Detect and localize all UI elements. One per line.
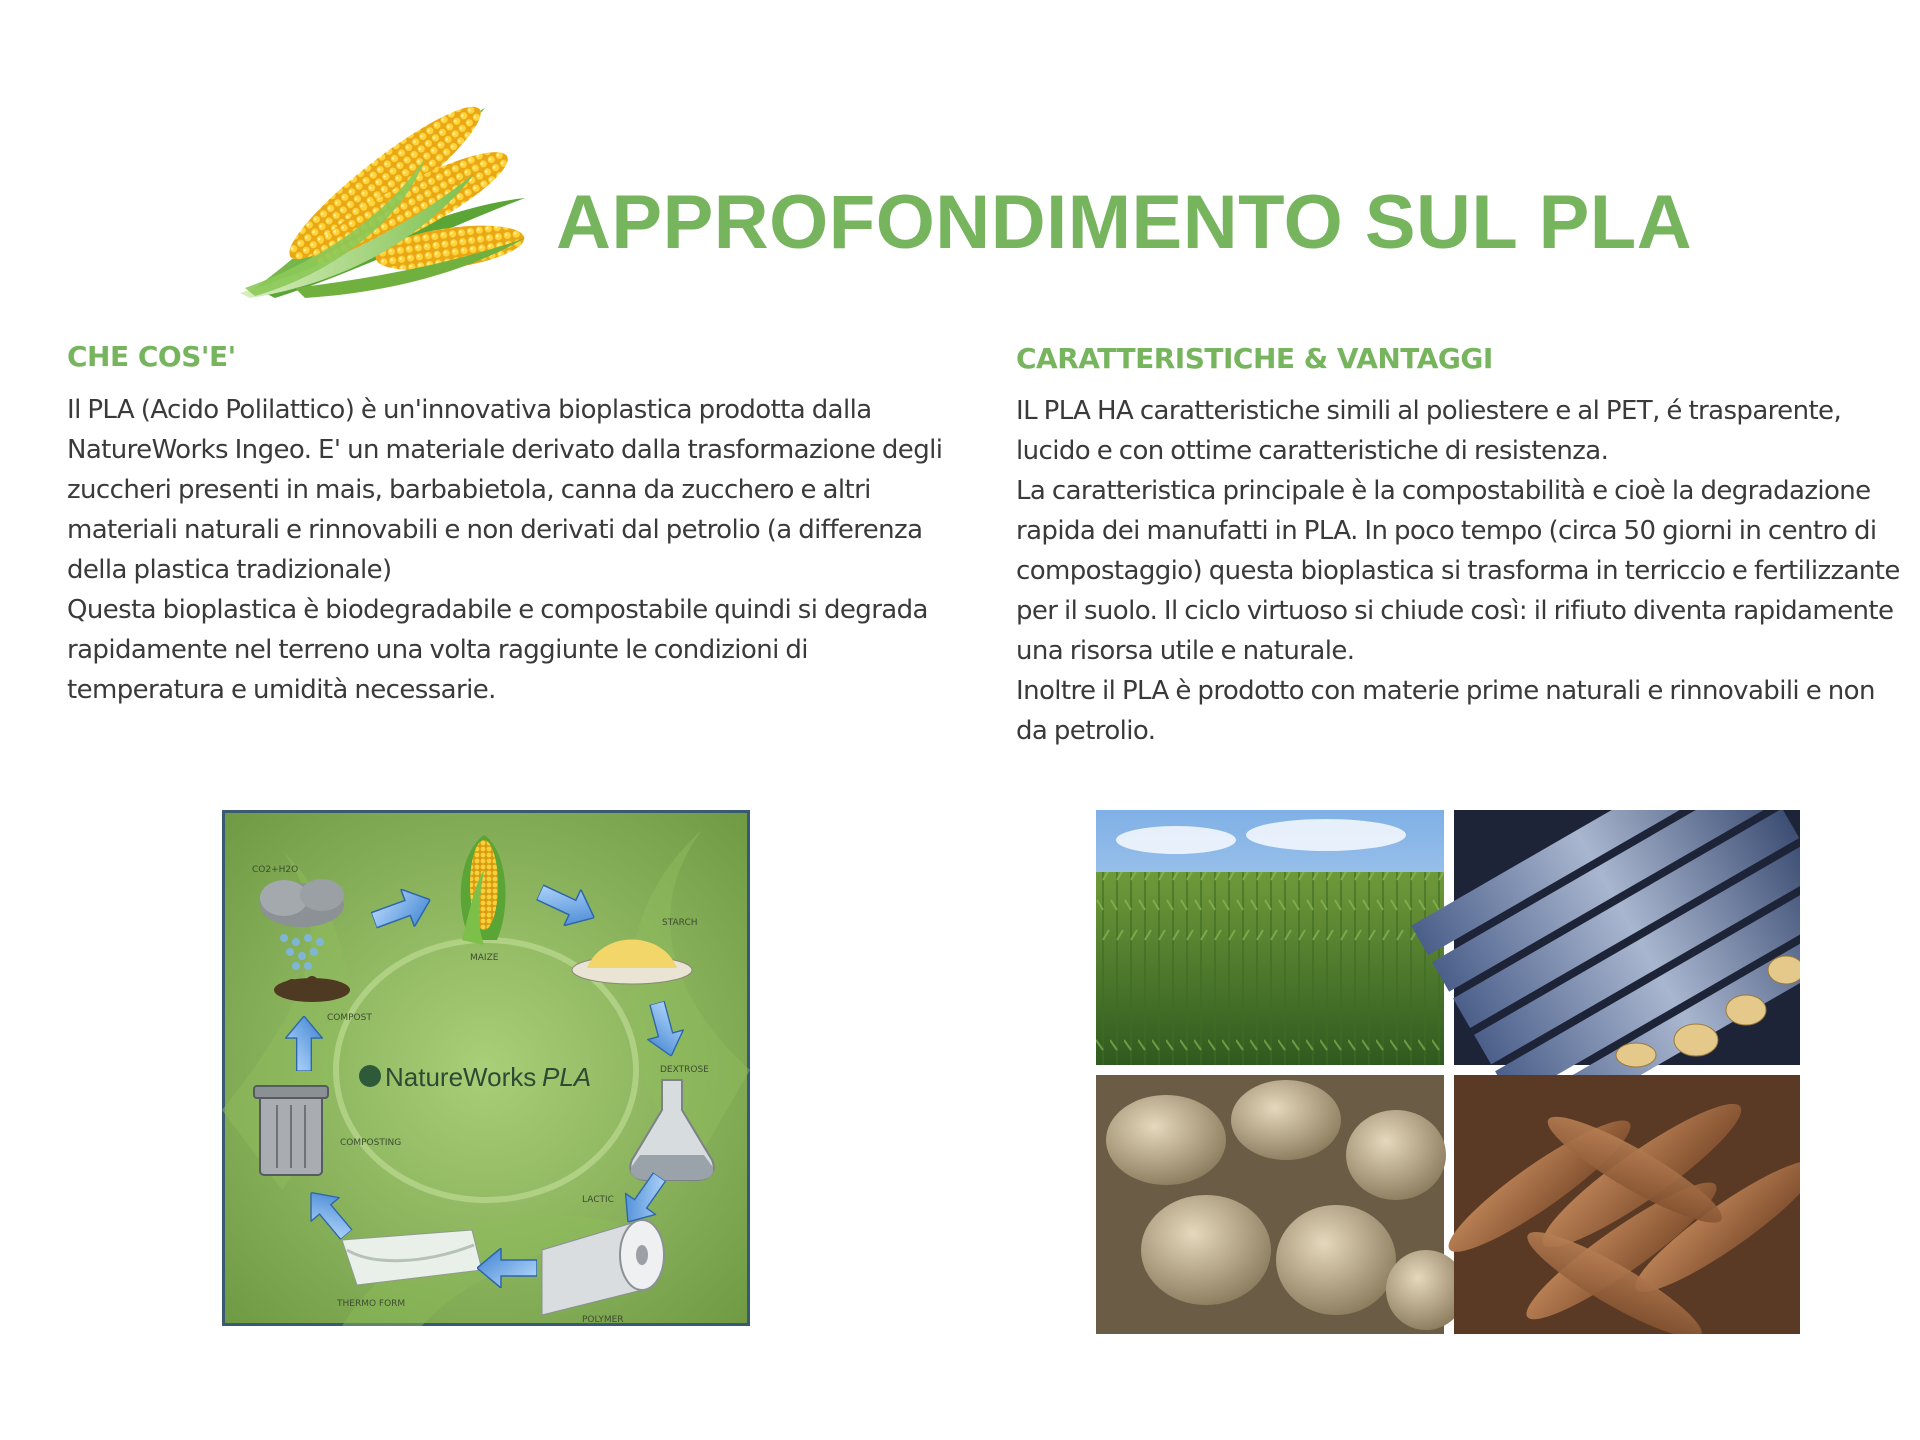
body-line: per il suolo. Il ciclo virtuoso si chiude così: il rifiuto diventa rapidamente xyxy=(1016,596,1894,626)
body-line: da petrolio. xyxy=(1016,716,1156,746)
page-title: APPROFONDIMENTO SUL PLA xyxy=(556,180,1693,265)
stage-label: COMPOSTING xyxy=(340,1138,402,1148)
body-line: della plastica tradizionale) xyxy=(67,555,392,585)
section-heading-che-cose: CHE COS'E' xyxy=(67,340,236,373)
corn-field-photo xyxy=(1096,810,1444,1065)
pla-lifecycle-diagram xyxy=(222,810,750,1326)
body-line: Inoltre il PLA è prodotto con materie prime naturali e rinnovabili e non xyxy=(1016,676,1875,706)
body-line: compostaggio) questa bioplastica si trasforma in terriccio e fertilizzante xyxy=(1016,556,1900,586)
crops-photo-collage xyxy=(1096,810,1800,1334)
section-body-che-cose xyxy=(67,390,967,710)
body-line: zuccheri presenti in mais, barbabietola, canna da zucchero e altri xyxy=(67,475,871,505)
stage-label: LACTIC xyxy=(582,1195,614,1205)
stage-label: POLYMER xyxy=(582,1315,624,1325)
cassava-photo xyxy=(1437,1030,1800,1334)
body-line: una risorsa utile e naturale. xyxy=(1016,636,1355,666)
natureworks-logo xyxy=(359,1062,591,1092)
body-line: temperatura e umidità necessarie. xyxy=(67,675,496,705)
svg-text:NatureWorks: NatureWorks xyxy=(385,1062,537,1092)
body-line: materiali naturali e rinnovabili e non derivati dal petrolio (a differenza xyxy=(67,515,923,545)
body-line: IL PLA HA caratteristiche simili al poliestere e al PET, é trasparente, xyxy=(1016,396,1842,426)
section-body-caratteristiche xyxy=(1016,391,1900,751)
stage-label: DEXTROSE xyxy=(660,1065,709,1075)
body-line: rapida dei manufatti in PLA. In poco tempo (circa 50 giorni in centro di xyxy=(1016,516,1877,546)
body-line: La caratteristica principale è la compostabilità e cioè la degradazione xyxy=(1016,476,1871,506)
stage-label: STARCH xyxy=(662,918,698,928)
body-line: rapidamente nel terreno una volta raggiunte le condizioni di xyxy=(67,635,808,665)
stage-label: CO2+H2O xyxy=(252,865,299,875)
svg-text:PLA: PLA xyxy=(542,1062,592,1092)
stage-label: COMPOST xyxy=(327,1013,372,1023)
section-heading-caratteristiche: CARATTERISTICHE & VANTAGGI xyxy=(1016,342,1493,375)
body-line: Questa bioplastica è biodegradabile e compostabile quindi si degrada xyxy=(67,595,928,625)
sugar-beet-photo xyxy=(1096,1075,1466,1334)
body-line: Il PLA (Acido Polilattico) è un'innovativa bioplastica prodotta dalla xyxy=(67,395,872,425)
body-line: NatureWorks Ingeo. E' un materiale derivato dalla trasformazione degli xyxy=(67,435,943,465)
trash-bin-icon xyxy=(254,1086,328,1175)
body-line: lucido e con ottime caratteristiche di resistenza. xyxy=(1016,436,1609,466)
corn-cobs-image xyxy=(235,88,535,298)
stage-label: MAIZE xyxy=(470,953,499,963)
stage-label: THERMO FORM xyxy=(337,1299,406,1309)
